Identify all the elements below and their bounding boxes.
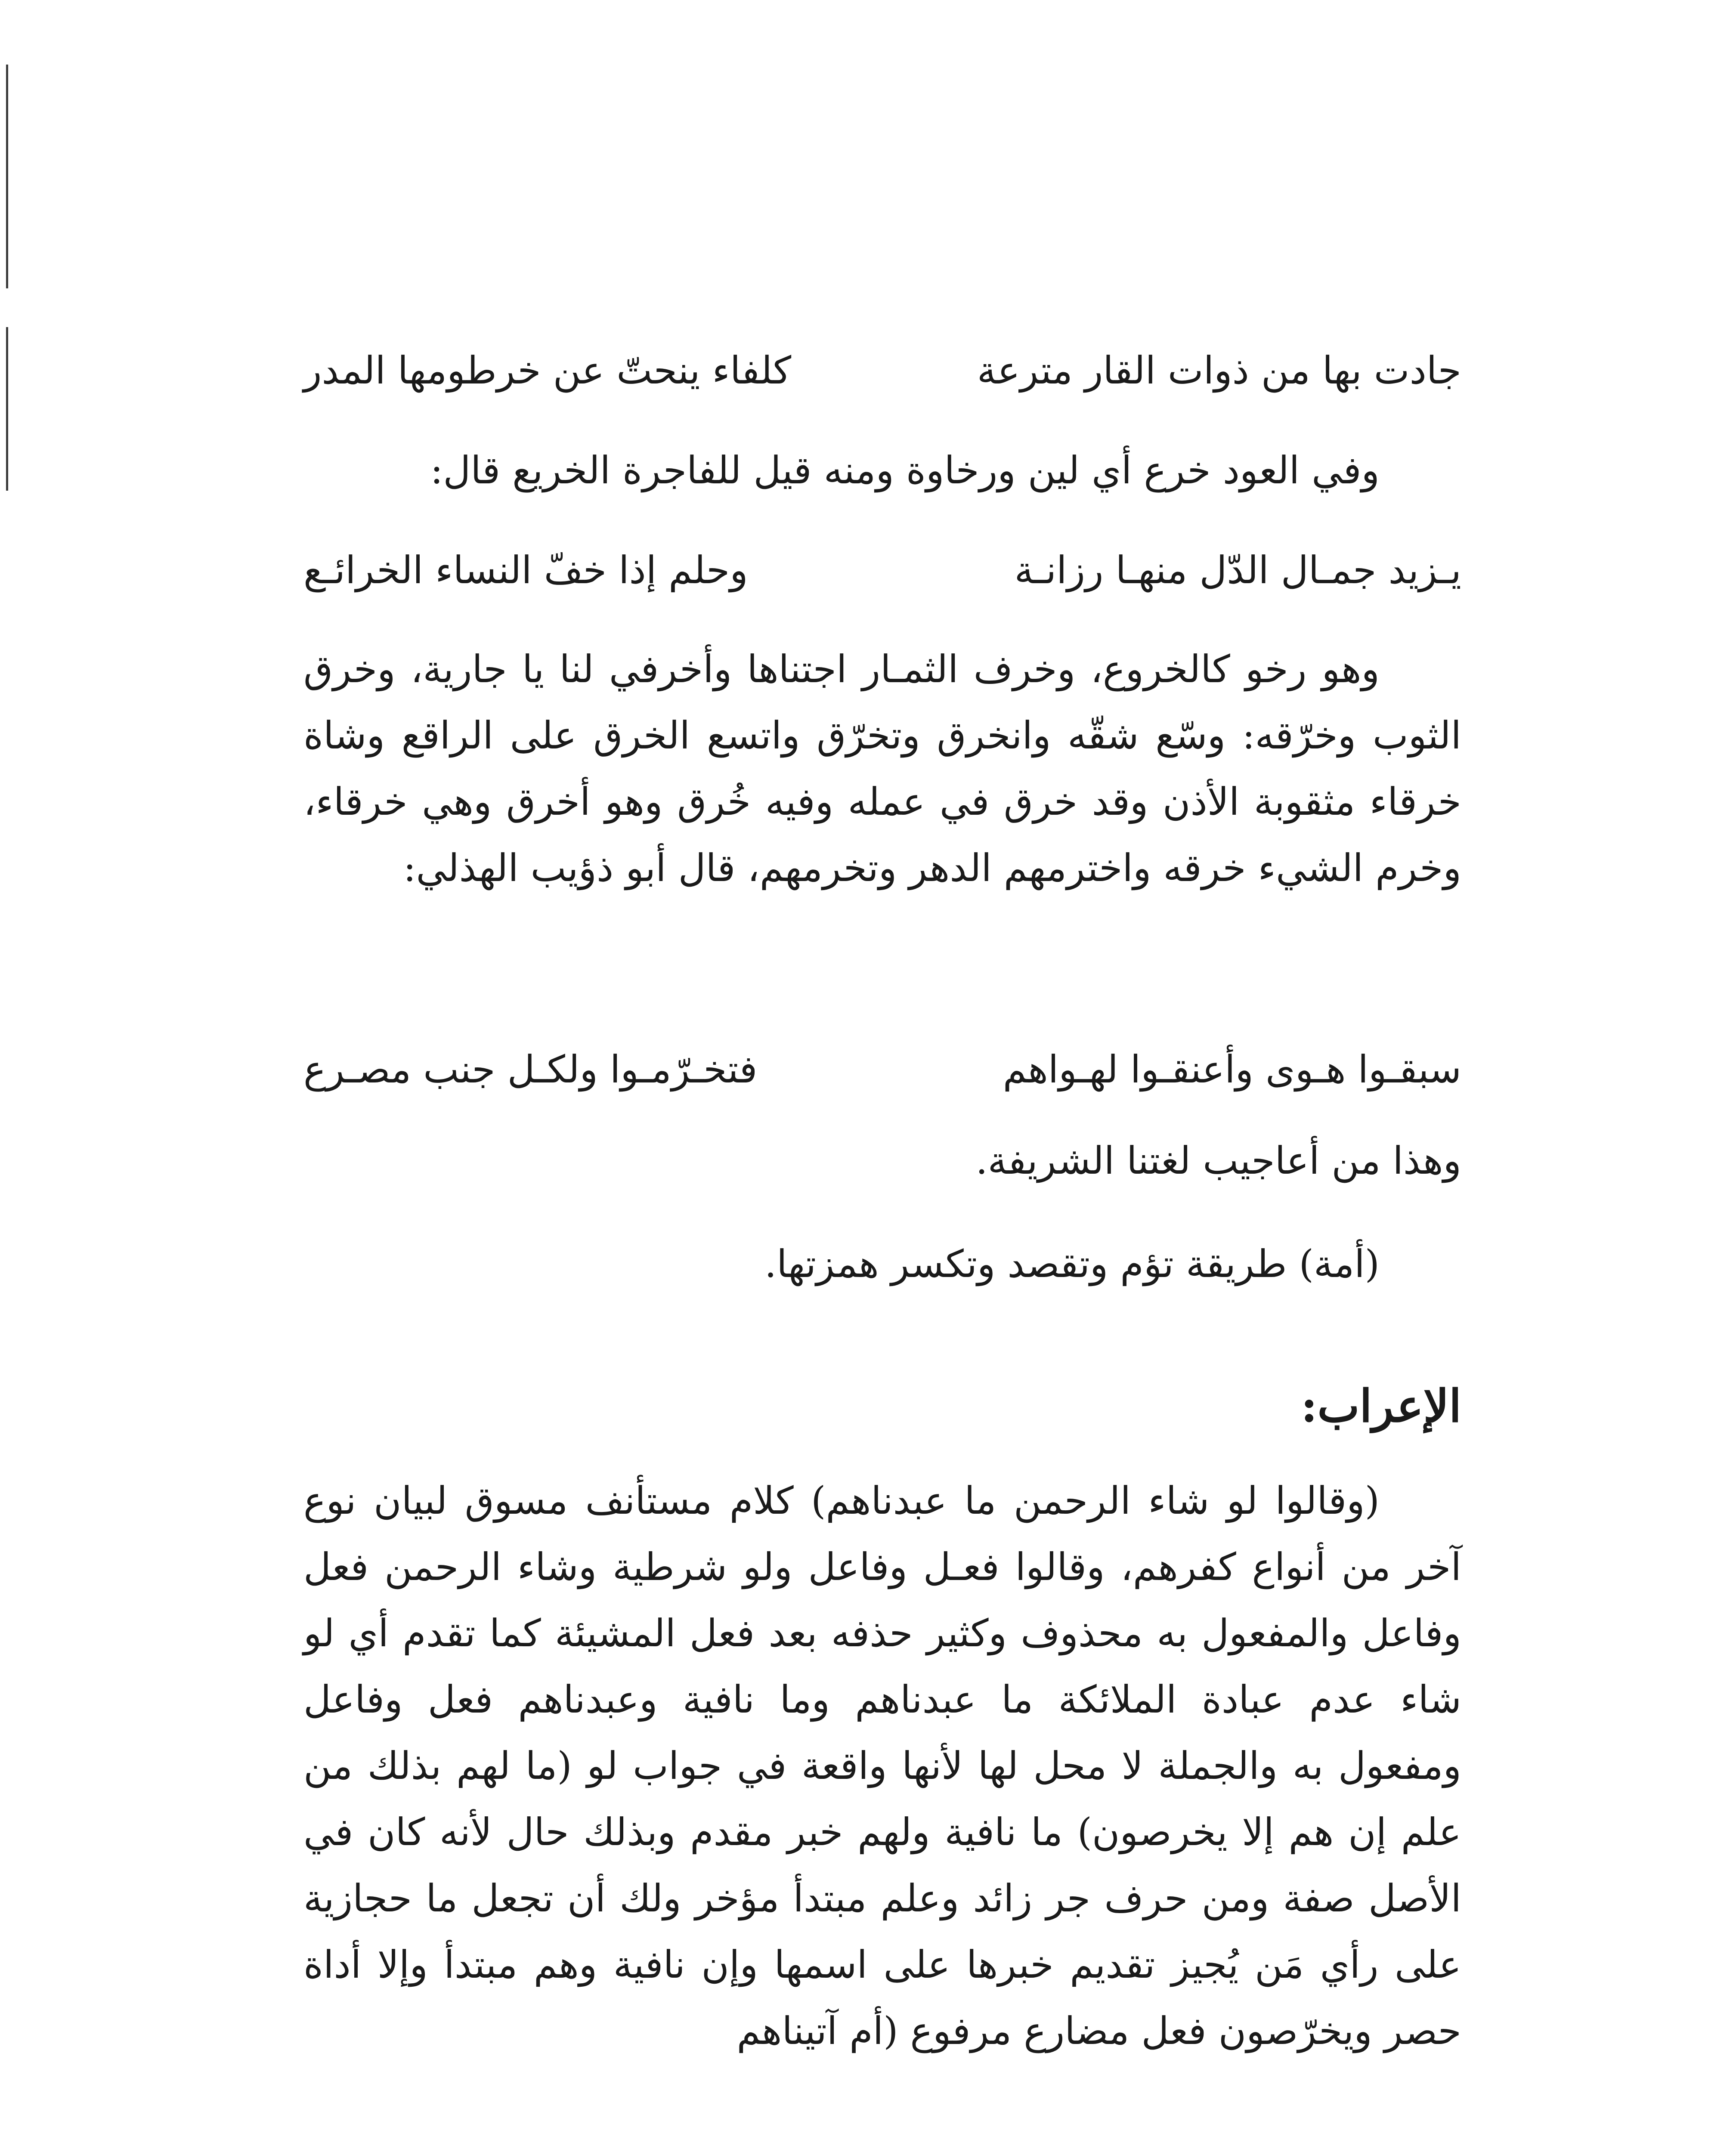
section-heading: الإعراب: <box>1301 1379 1461 1432</box>
poem-verse <box>303 337 1461 404</box>
verse-second-hemistich: كلفاء ينحتّ عن خرطومها المدر <box>303 348 792 393</box>
poem-verse <box>303 1036 1461 1103</box>
verse-first-hemistich: جادت بها من ذوات القار مترعة <box>977 348 1461 393</box>
verse-second-hemistich: وحلم إذا خفّ النساء الخرائـع <box>303 548 748 592</box>
verse-first-hemistich: يـزيد جمـال الدّل منهـا رزانـة <box>1014 548 1461 592</box>
text-line: وهذا من أعاجيب لغتنا الشريفة. <box>975 1138 1461 1183</box>
body-paragraph: وهو رخو كالخروع، وخرف الثمـار اجتناها وأخرفي لنا يا جارية، وخرق الثوب وخرّقه: وسّع شقّه وانخرق وتخرّق واتسع الخرق على الراقع وشاة خرقاء مثقوبة الأذن وقد خرق في عمله وفيه خُرق وهو أخرق وهي خرقاء، وخرم الشيء خرقه واخترمهم الدهر وتخرمهم، قال أبو ذؤيب الهذلي: <box>303 647 1461 890</box>
text-line: (أمة) طريقة تؤم وتقصد وتكسر همزتها. <box>764 1242 1380 1286</box>
verse-first-hemistich: سبقـوا هـوى وأعنقـوا لهـواهم <box>1003 1047 1461 1091</box>
body-paragraph: (وقالوا لو شاء الرحمن ما عبدناهم) كلام مستأنف مسوق لبيان نوع آخر من أنواع كفرهم، وقالوا فعـل وفاعل ولو شرطية وشاء الرحمن فعل وفاعل والمفعول به محذوف وكثير حذفه بعد فعل المشيئة كما تقدم أي لو شاء عدم عبادة الملائكة ما عبدناهم وما نافية وعبدناهم فعل وفاعل ومفعول به والجملة لا محل لها لأنها واقعة في جواب لو (ما لهم بذلك من علم إن هم إلا يخرصون) ما نافية ولهم خبر مقدم وبذلك حال لأنه كان في الأصل صفة ومن حرف جر زائد وعلم مبتدأ مؤخر ولك أن تجعل ما حجازية على رأي مَن يُجيز تقديم خبرها على اسمها وإن نافية وهم مبتدأ وإلا أداة حصر ويخرّصون فعل مضارع مرفوع (أم آتيناهم <box>303 1478 1461 2053</box>
text-line: وفي العود خرع أي لين ورخاوة ومنه قيل للفاجرة الخريع قال: <box>430 448 1380 492</box>
verse-second-hemistich: فتخـرّمـوا ولكـل جنب مصـرع <box>303 1047 758 1091</box>
scan-margin-line-middle <box>6 327 8 491</box>
scan-margin-line-top <box>6 65 8 288</box>
poem-verse <box>303 537 1461 603</box>
page-number <box>818 2150 990 2152</box>
